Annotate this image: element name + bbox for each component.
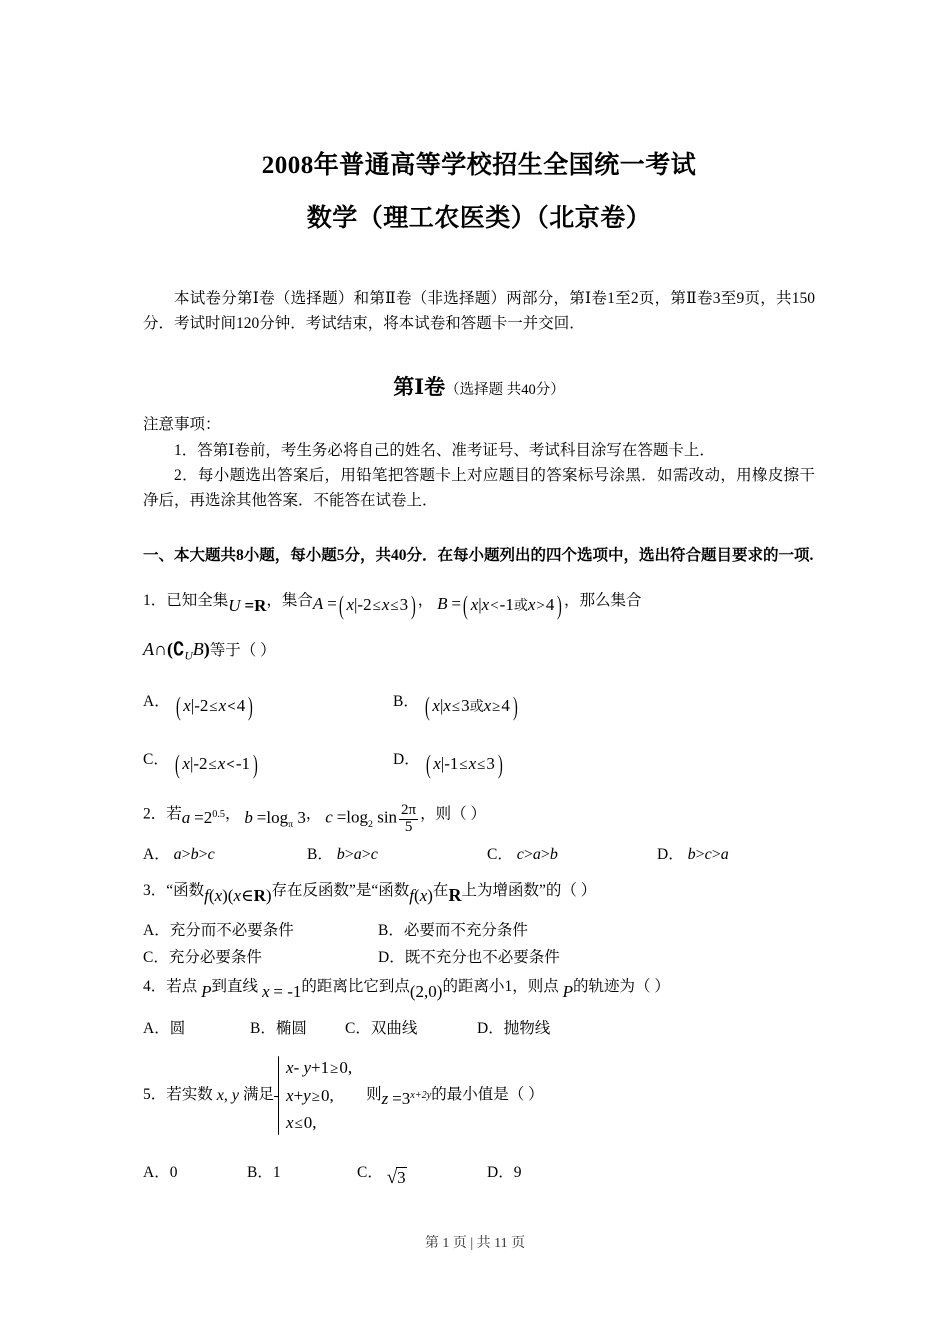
question-2-number: 2．	[143, 805, 167, 823]
option-1c[interactable]: C． ( x|-2≤x<-1 )	[143, 749, 258, 779]
question-2-sep-1: ，	[225, 805, 241, 823]
question-3: 3．“函数f(x)(x∈R)存在反函数”是“函数f(x)在R上为增函数”的（ ）	[143, 882, 597, 906]
option-4d[interactable]: D．抛物线	[477, 1020, 551, 1038]
option-3b[interactable]: B．必要而不充分条件	[378, 922, 528, 940]
question-5-options	[143, 1157, 815, 1188]
option-4c[interactable]: C．双曲线	[345, 1020, 418, 1038]
option-4a[interactable]: A．圆	[143, 1020, 186, 1038]
question-3-text-4: 上为增函数”的（ ）	[461, 882, 597, 900]
question-1: 1．已知全集U =R，集合A =( x|-2≤x≤3 ) ， B =( x|x<-1或x>4 ) ，那么集合	[143, 580, 815, 621]
option-2a[interactable]: A． a>b>c	[143, 846, 215, 864]
question-3-options-row-2	[143, 945, 815, 970]
question-4-text-3: 的距离比它到点	[301, 978, 410, 996]
question-1-line-2: $A\cap(∁_UB)$等于（ ）	[143, 639, 276, 663]
question-2-sep-2: ，	[305, 805, 322, 823]
intro-paragraph: 本试卷分第Ⅰ卷（选择题）和第Ⅱ卷（非选择题）两部分，第Ⅰ卷1至2页，第Ⅱ卷3至9页，共150分．考试时间120分钟．考试结束，将本试卷和答题卡一并交回．	[143, 290, 815, 333]
question-1-options-row-2	[143, 739, 815, 781]
option-1b[interactable]: B． ( x|x≤3或x≥4 )	[393, 691, 518, 721]
option-5b[interactable]: B．1	[247, 1163, 281, 1181]
option-3a[interactable]: A．充分而不必要条件	[143, 922, 294, 940]
question-1-text-2: ，集合	[266, 592, 313, 610]
question-3-text-1: “函数	[166, 882, 205, 900]
question-1-text-4: ，那么集合	[564, 592, 642, 610]
question-5-text-2: 满足	[243, 1086, 275, 1104]
question-1-options-row-1	[143, 681, 815, 723]
question-5-text-3: 则	[366, 1086, 382, 1104]
question-3-text-2: 存在反函数”是“函数	[271, 882, 410, 900]
section-heading	[143, 376, 815, 399]
option-1a[interactable]: A． ( x|-2≤x<4 )	[143, 691, 253, 721]
option-5d[interactable]: D．9	[487, 1163, 522, 1181]
question-2-tail: ，则（ ）	[420, 805, 487, 823]
page-footer: 第 1 页 | 共 11 页	[424, 1236, 526, 1251]
set-b: ( x|x<-1或x>4 )	[462, 591, 563, 621]
part-one-instruction: 一、本大题共8小题，每小题5分，共40分．在每小题列出的四个选项中，选出符合题目要求的一项.	[143, 547, 814, 565]
option-5c[interactable]: C． √3	[357, 1163, 406, 1188]
inequality-system	[274, 1054, 352, 1137]
system-row-2: x+y≥0,	[286, 1085, 334, 1105]
section-heading-main: 第Ⅰ卷	[393, 375, 446, 400]
question-3-number: 3．	[143, 882, 167, 900]
page-title: 2008年普通高等学校招生全国统一考试	[261, 152, 697, 179]
option-1d[interactable]: D． ( x|-1≤x≤3 )	[393, 749, 503, 779]
question-3-text-3: 在	[432, 882, 449, 900]
option-3d[interactable]: D．既不充分也不必要条件	[378, 949, 560, 967]
question-4-text-1: 若点	[166, 978, 198, 996]
page-content	[143, 0, 815, 1188]
option-5a[interactable]: A．0	[143, 1163, 178, 1181]
question-3-options-row-1	[143, 918, 815, 943]
question-5: 5． 若实数 x, y 满足 x- y+1≥0, x+y≥0, x≤0, 则 $z =3^{x+2y}$ 的最小值是（ ）	[143, 1054, 815, 1137]
question-5-text-4: 的最小值是（ ）	[431, 1086, 544, 1104]
question-4-text-2: 到直线	[211, 978, 259, 996]
notice-title: 注意事项：	[143, 416, 221, 434]
question-5-number: 5．	[143, 1086, 167, 1104]
option-2b[interactable]: B． b>a>c	[307, 846, 378, 864]
system-row-1: x- y+1≥0,	[286, 1058, 353, 1078]
option-3c[interactable]: C．充分必要条件	[143, 949, 262, 967]
section-heading-sub: （选择题 共40分）	[445, 382, 565, 399]
page-subtitle: 数学（理工农医类）（北京卷）	[306, 204, 652, 232]
question-2-text-1: 若	[166, 805, 182, 823]
question-2: 2．若$a =2^{0.5}$， $b =\log_\pi$ 3， $c =\log_2$ sin $\frac{2\pi}{5}$ ，则（ ）	[143, 801, 487, 835]
option-2c[interactable]: C． c>a>b	[487, 846, 558, 864]
option-2d[interactable]: D． b>c>a	[657, 846, 729, 864]
question-2-options	[143, 842, 815, 868]
set-a: ( x|-2≤x≤3 )	[338, 591, 416, 621]
notice-item-2: 2．每小题选出答案后，用铅笔把答题卡上对应题目的答案标号涂黑．如需改动，用橡皮擦干净后，再选涂其他答案．不能答在试卷上．	[143, 467, 815, 510]
question-4: 4．若点 P到直线 x = -1的距离比它到点(2,0)的距离小1，则点 P的轨迹为（ ）	[143, 978, 670, 1002]
notice-item-1: 1．答第Ⅰ卷前，考生务必将自己的姓名、准考证号、考试科目涂写在答题卡上．	[174, 442, 715, 460]
system-brace-icon	[274, 1054, 283, 1137]
question-4-options	[143, 1016, 815, 1041]
question-5-text-1: 若实数	[166, 1086, 213, 1104]
option-4b[interactable]: B．椭圆	[250, 1020, 307, 1038]
question-4-text-4: 的距离小1，则点	[442, 978, 559, 996]
question-4-number: 4．	[143, 978, 167, 996]
question-1-text-1: 已知全集	[166, 592, 229, 610]
question-1-number: 1．	[143, 592, 167, 610]
question-1-text-3: ，	[417, 592, 434, 610]
question-4-text-5: 的轨迹为（ ）	[572, 978, 670, 996]
system-row-3: x≤0,	[286, 1113, 317, 1133]
question-1-line-2-text: 等于（ ）	[209, 642, 276, 660]
